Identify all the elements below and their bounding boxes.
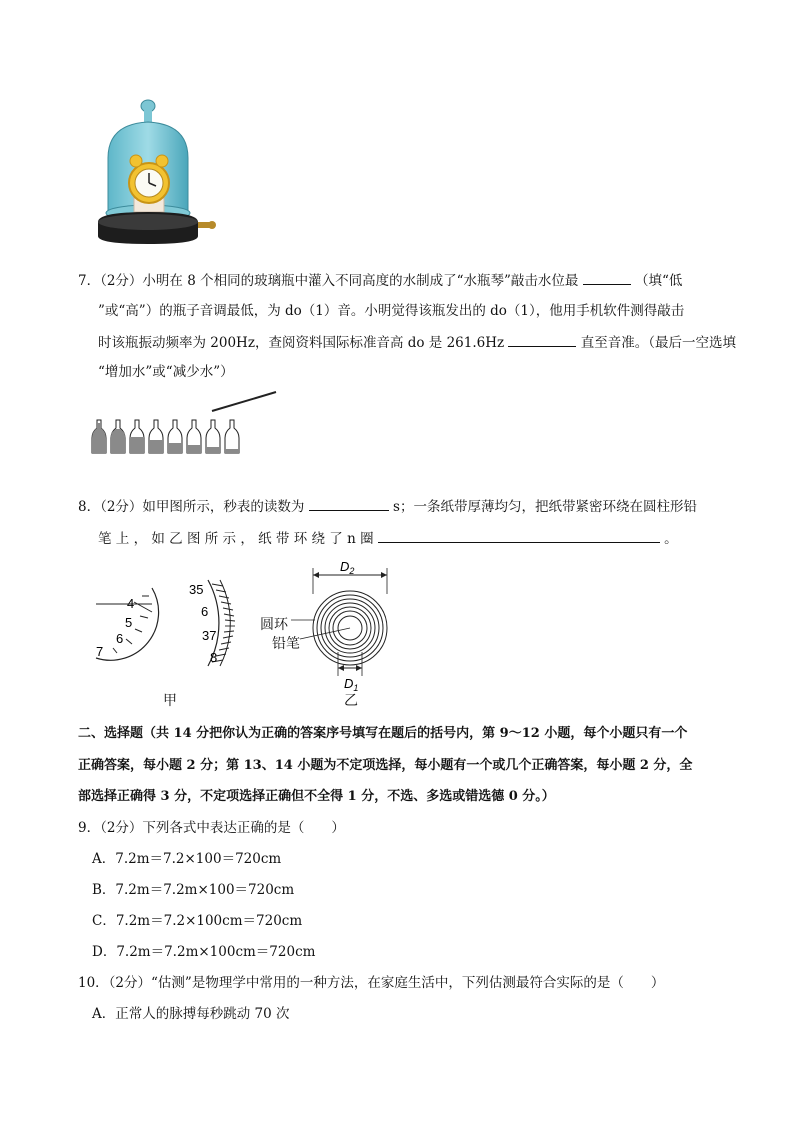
bottle-5 [168,420,182,453]
q7-text-3a: 时该瓶振动频率为 200Hz，查阅资料国际标准音高 do 是 261.6Hz [98,335,505,351]
q7-blank-2[interactable] [508,332,576,347]
large-dial-tick-35: 35 [189,582,204,597]
q8-blank-1[interactable] [309,496,389,511]
small-dial-tick-4: 4 [127,596,135,611]
q9-option-b[interactable]: B．7.2m＝7.2m×100＝720cm [92,882,295,898]
large-dial-tick-37: 37 [202,628,217,643]
label-yi: 乙 [344,692,358,708]
bell-jar-alarm-clock-image [92,98,222,250]
label-jia: 甲 [163,692,177,708]
large-dial-tick-6: 6 [201,604,209,619]
bottle-8 [225,420,239,453]
section2-line-3: 部选择正确得 3 分，不定项选择正确但不全得 1 分，不选、多选或错选德 0 分。） [78,789,555,804]
section2-line-2: 正确答案，每小题 2 分；第 13、14 小题为不定项选择，每小题有一个或几个正确答案，每小题 2 分，全 [78,758,693,773]
q7-line-2 [98,301,684,321]
stopwatch-dial-diagram [92,574,252,670]
q8-line-2 [98,528,678,549]
q9-option-d[interactable]: D．7.2m＝7.2m×100cm＝720cm [92,944,316,960]
label-d1-sub: 1 [353,683,359,693]
svg-text:D2 [340,559,354,576]
q8-text-1b: s；一条纸带厚薄均匀，把纸带紧密环绕在圆柱形铅 [393,499,697,515]
q7-text-1a: 7．（2分）小明在 8 个相同的玻璃瓶中灌入不同高度的水制成了“水瓶琴”敲击水位最 [78,273,579,289]
q7-text-3b: 直至音准。（最后一空选填 [580,335,736,351]
q7-text-4: “增加水”或“减少水”） [98,364,234,380]
q9-stem: 9．（2分）下列各式中表达正确的是（ ） [78,820,345,836]
large-dial-tick-8: 8 [210,650,218,665]
label-ring: 圆环 [260,616,288,632]
q8-line-1 [78,496,697,517]
water-bottles-diagram [90,390,280,456]
bottle-7 [206,420,220,453]
q10-option-a[interactable]: A．正常人的脉搏每秒跳动 70 次 [92,1006,290,1022]
q7-line-4 [98,362,234,382]
section2-line-1: 二、选择题（共 14 分把你认为正确的答案序号填写在题后的括号内，第 9～12 小题，每个小题只有一个 [78,726,688,741]
bottle-3 [130,420,144,453]
q8-text-2b: 。 [664,531,678,547]
q7-line-1 [78,270,682,291]
label-d2-sub: 2 [349,566,355,576]
q10-stem: 10．（2分）“估测”是物理学中常用的一种方法，在家庭生活中，下列估测最符合实际的是（ ） [78,975,665,991]
label-d1: D [344,676,354,691]
q9-option-a[interactable]: A．7.2m＝7.2×100＝720cm [92,851,282,867]
q8-blank-2[interactable] [378,528,660,543]
striker-stick [212,392,276,411]
label-d2: D [340,559,350,574]
label-pencil: 铅笔 [272,635,300,651]
q7-blank-1[interactable] [583,270,631,285]
q8-text-2a: 笔 上 ， 如 乙 图 所 示 ， 纸 带 环 绕 了 n 圈 [98,531,374,547]
q7-line-3 [98,332,736,353]
small-dial-tick-6: 6 [116,631,124,646]
q8-text-1a: 8．（2分）如甲图所示，秒表的读数为 [78,499,305,515]
bottle-1 [92,420,106,453]
bottle-2 [111,420,125,453]
small-dial-tick-5: 5 [125,615,133,630]
q7-text-1b: （填“低 [635,273,683,289]
q7-text-2: ”或“高”）的瓶子音调最低，为 do（1）音。小明觉得该瓶发出的 do（1），他用手机软件测得敲击 [98,303,685,319]
bottle-6 [187,420,201,453]
bottle-4 [149,420,163,453]
small-dial-tick-7: 7 [96,644,104,659]
q9-option-c[interactable]: C．7.2m＝7.2×100cm＝720cm [92,913,303,929]
